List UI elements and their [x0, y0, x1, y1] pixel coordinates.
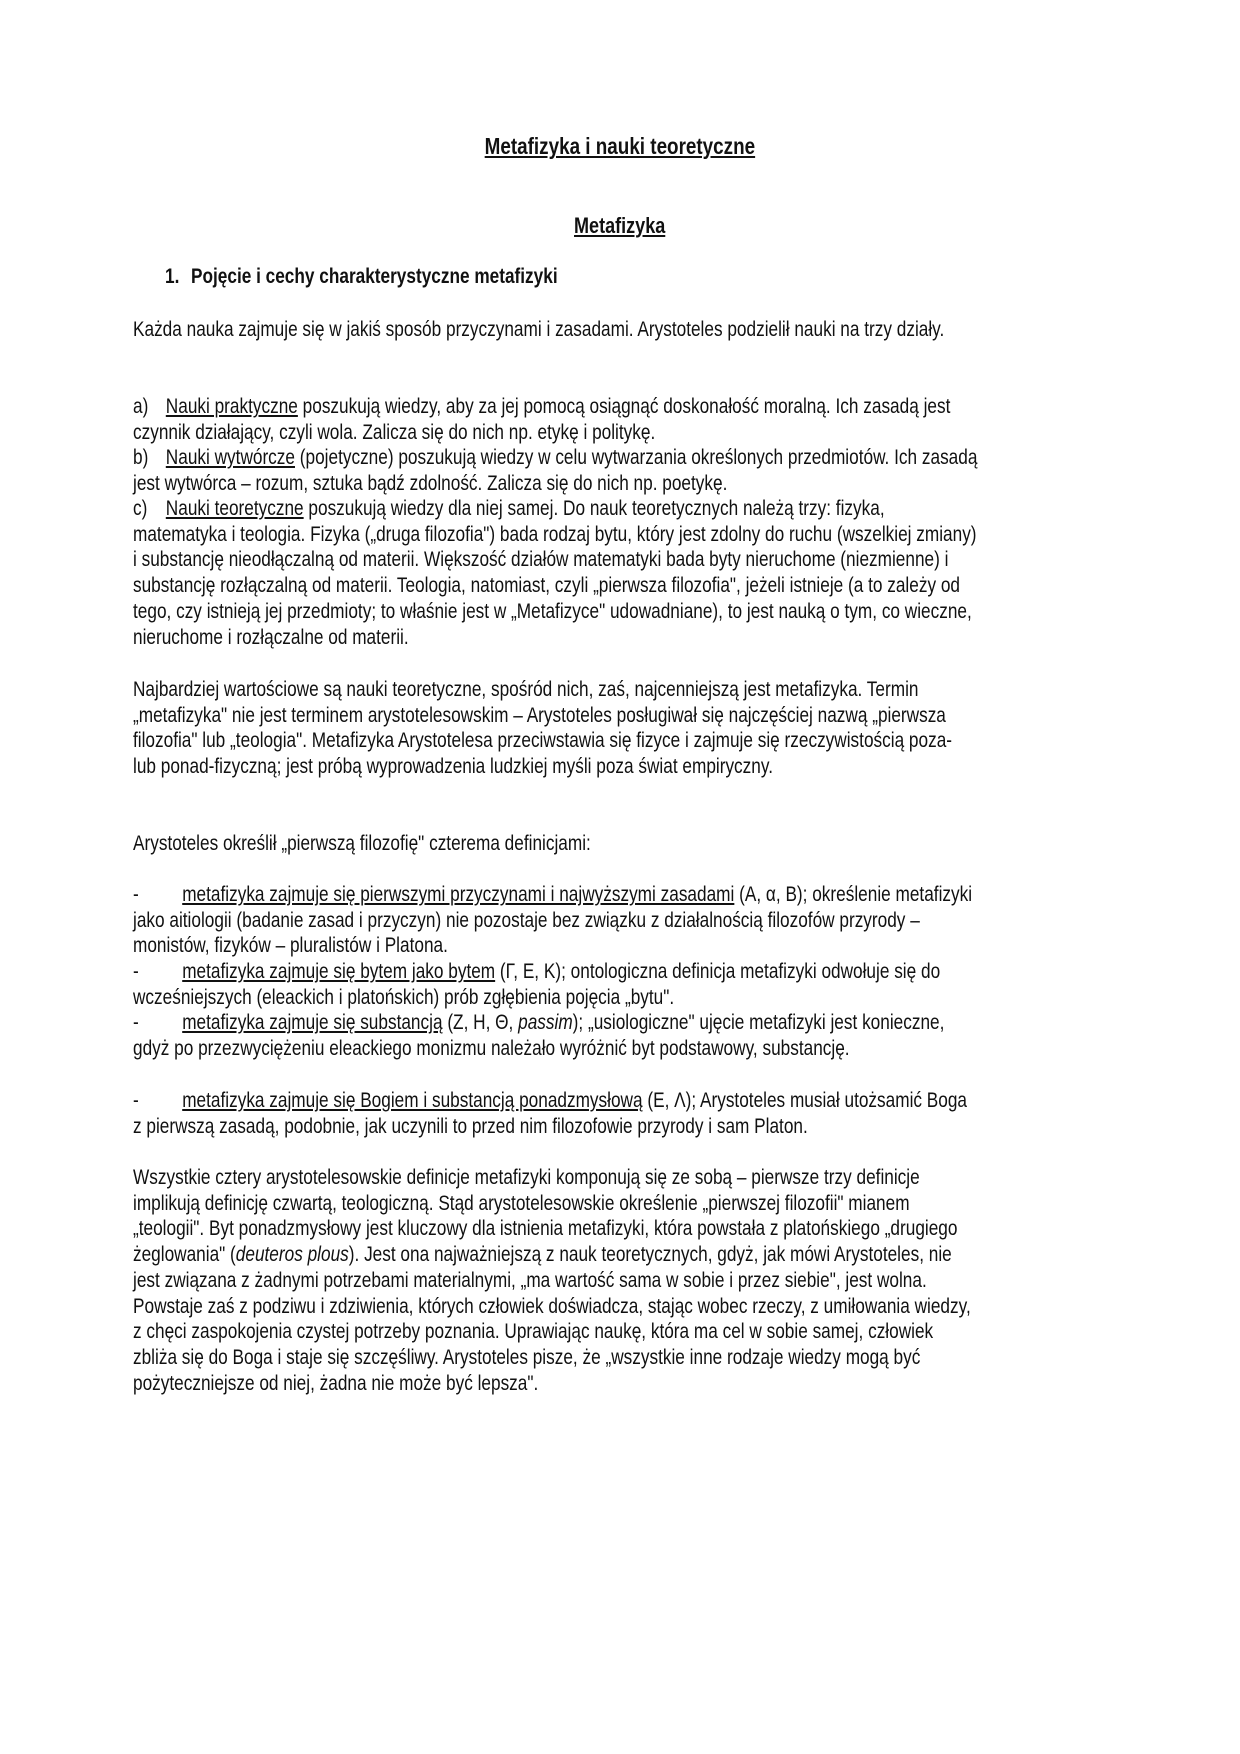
underlined-text: Nauki wytwórcze — [165, 446, 295, 469]
text-run: Wszystkie cztery arystotelesowskie definicje metafizyki komponują się ze sobą – pierwsze trzy definicje implikują definicję czwartą, teologiczną. Stąd arystotelesowskie określenie „pierwszej filozofii" mianem „teologii". Byt ponadzmysłowy jest kluczowy dla istnienia metafizyki, która powstała z platońskiego „drugiego żeglowania" ( — [133, 1166, 958, 1267]
paragraph — [133, 1010, 978, 1061]
list-label: c) — [133, 497, 148, 520]
text-run: (E, Λ); Arystoteles musiał utożsamić Boga z pierwszą zasadą, podobnie, jak uczynili to przed nim filozofowie przyrody i sam Platon. — [133, 1089, 968, 1138]
text-run: Każda nauka zajmuje się w jakiś sposób przyczynami i zasadami. Arystoteles podzielił nauki na trzy działy. — [133, 318, 945, 341]
text-run: (Γ, E, K); ontologiczna definicja metafizyki odwołuje się do wcześniejszych (eleackich i platońskich) prób zgłębienia pojęcia „bytu". — [133, 960, 941, 1009]
section-heading — [165, 265, 1240, 289]
paragraph — [133, 959, 978, 1010]
text-run: Arystoteles określił „pierwszą filozofię" czterema definicjami: — [133, 832, 591, 855]
heading-number: 1. — [165, 265, 180, 288]
paragraph — [133, 317, 978, 343]
list-dash: - — [133, 960, 139, 983]
italic-text: deuteros plous — [235, 1243, 349, 1267]
paragraph — [133, 1088, 978, 1139]
text-run: (pojetyczne) poszukują wiedzy w celu wytwarzania określonych przedmiotów. Ich zasadą jest wytwórca – rozum, sztuka bądź zdolność. Zalicza się do nich np. poetykę. — [133, 446, 978, 495]
paragraph — [133, 882, 978, 959]
list-dash: - — [133, 1089, 139, 1112]
list-label: a) — [133, 395, 149, 418]
paragraph — [133, 1165, 978, 1396]
underlined-text: Nauki praktyczne — [165, 395, 298, 418]
text-run: (A, α, B); określenie metafizyki jako aitiologii (badanie zasad i przyczyn) nie pozostaje bez związku z działalnością filozofów przyrody – monistów, fizyków – pluralistów i Platona. — [133, 883, 973, 958]
document-title: Metafizyka i nauki teoretyczne — [484, 133, 756, 159]
underlined-text: metafizyka zajmuje się pierwszymi przyczynami i najwyższymi zasadami — [182, 883, 735, 906]
paragraph — [133, 445, 978, 496]
list-label: b) — [133, 446, 149, 469]
text-run: poszukują wiedzy, aby za jej pomocą osiągnąć doskonałość moralną. Ich zasadą jest czynnik działający, czyli wola. Zalicza się do nich np. etykę i politykę. — [133, 395, 951, 444]
list-dash: - — [133, 883, 139, 906]
paragraph — [133, 831, 978, 857]
paragraph — [133, 394, 978, 445]
list-dash: - — [133, 1011, 139, 1034]
underlined-text: Nauki teoretyczne — [165, 497, 304, 520]
italic-text: passim — [518, 1011, 573, 1034]
text-run: poszukują wiedzy dla niej samej. Do nauk teoretycznych należą trzy: fizyka, matematyka i teologia. Fizyka („druga filozofia") bada rodzaj bytu, który jest zdolny do ruchu (wszelkiej zmiany) i substancję nieodłączalną od materii. Większość działów matematyki bada byty nieruchome (niezmienne) i substancję rozłączalną od materii. Teologia, natomiast, czyli „pierwsza filozofia", jeżeli istnieje (a to zależy od tego, czy istnieją jej przedmioty; to właśnie jest w „Metafizyce" udowadniane), to jest nauką o tym, co wieczne, nieruchome i rozłączalne od materii. — [133, 497, 977, 649]
paragraph — [133, 677, 978, 780]
text-run: ); „usiologiczne" ujęcie metafizyki jest konieczne, gdyż po przezwyciężeniu eleackiego monizmu należało wyróżnić byt podstawowy, substancję. — [133, 1011, 945, 1060]
text-run: (Z, H, Θ, — [442, 1011, 519, 1034]
text-run: ). Jest ona najważniejszą z nauk teoretycznych, gdyż, jak mówi Arystoteles, nie jest związana z żadnymi potrzebami materialnymi, „ma wartość sama w sobie i przez siebie", jest wolna. Powstaje zaś z podziwu i zdziwienia, których człowiek doświadcza, stając wobec rzeczy, z umiłowania wiedzy, z chęci zaspokojenia czystej potrzeby poznania. Uprawiając naukę, która ma cel w sobie samej, człowiek zbliża się do Boga i staje się szczęśliwy. Arystoteles pisze, że „wszystkie inne rodzaje wiedzy mogą być pożyteczniejsze od niej, żadna nie może być lepsza". — [133, 1243, 971, 1395]
text-run: Najbardziej wartościowe są nauki teoretyczne, spośród nich, zaś, najcenniejszą jest metafizyka. Termin „metafizyka" nie jest terminem arystotelesowskim – Arystoteles posługiwał się najczęściej nazwą „pierwsza filozofia" lub „teologia". Metafizyka Arystotelesa przeciwstawia się fizyce i zajmuje się rzeczywistością poza- lub ponad-fizyczną; jest próbą wyprowadzenia ludzkiej myśli poza świat empiryczny. — [133, 678, 953, 779]
heading-text: Pojęcie i cechy charakterystyczne metafizyki — [190, 265, 558, 288]
underlined-text: metafizyka zajmuje się bytem jako bytem — [182, 960, 496, 983]
underlined-text: metafizyka zajmuje się substancją — [182, 1011, 443, 1034]
paragraph — [133, 496, 978, 650]
underlined-text: metafizyka zajmuje się Bogiem i substancją ponadzmysłową — [182, 1089, 643, 1112]
section-title: Metafizyka — [574, 213, 666, 238]
